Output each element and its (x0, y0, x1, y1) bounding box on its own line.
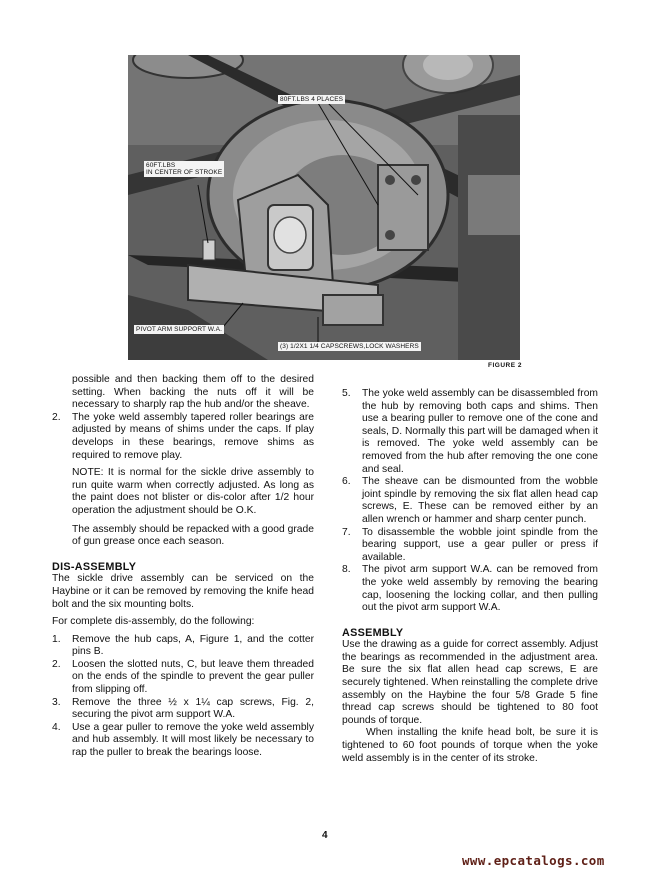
list-item (52, 697, 314, 722)
figure-2-photo (128, 55, 520, 360)
list-text: The yoke weld assembly can be disassembled from the hub by removing both caps and shims. Then use a bearing puller to remove one of the cone and seals, D. Normally this part will be damaged when it is removed. The yoke weld assembly can be removed from the hub after removing the one cone and seal. (362, 388, 598, 475)
list-item (52, 634, 314, 659)
repack-paragraph: The assembly should be repacked with a good grade of gun grease once each season. (72, 523, 314, 548)
callout-torque-80: 80FT.LBS 4 PLACES (280, 96, 344, 103)
figure-label: FIGURE 2 (488, 362, 522, 369)
callout-torque-60: 60FT.LBS IN CENTER OF STROKE (146, 162, 223, 176)
callout-pivot-arm: PIVOT ARM SUPPORT W.A. (136, 326, 222, 333)
assembly-paragraph: Use the drawing as a guide for correct assembly. Adjust the bearings as recommended in the adjustment area. Be sure the six flat allen head cap screws, E are securely tightened. When reinstalling the complete drive assembly on the Haybine the four 5/8 Grade 5 fine thread cap screws should be tightened to 80 foot pounds of torque. (342, 639, 598, 726)
list-text: The pivot arm support W.A. can be removed from the yoke weld assembly by removing the bearing cap, loosening the locking collar, and then pulling out the pivot arm support W.A. (362, 564, 598, 614)
list-number: 4. (52, 721, 61, 733)
list-item (342, 388, 598, 476)
list-text: Remove the hub caps, A, Figure 1, and the cotter pins B. (72, 633, 314, 658)
list-number: 7. (342, 526, 351, 538)
right-column (342, 388, 598, 765)
list-item (342, 564, 598, 614)
disassembly-instructions: For complete dis-assembly, do the following: (52, 616, 255, 628)
list-text: To disassemble the wobble joint spindle from the bearing support, use a gear puller or press if available. (362, 526, 598, 563)
disassembly-intro: The sickle drive assembly can be serviced on the Haybine or it can be removed by removing the knife head bolt and the six mounting bolts. (52, 573, 314, 610)
list-number: 2. (52, 411, 61, 423)
list-text: The yoke weld assembly tapered roller bearings are adjusted by means of shims under the caps. If play develops in these bearings, remove shims as required to remove play. (72, 411, 314, 461)
list-text: Loosen the slotted nuts, C, but leave them threaded on the ends of the spindle to prevent the gear puller from slipping off. (72, 658, 314, 696)
watermark: www.epcatalogs.com (462, 853, 605, 868)
assembly-heading: ASSEMBLY (342, 626, 404, 639)
list-number: 8. (342, 564, 351, 576)
knife-head-paragraph: When installing the knife head bolt, be sure it is tightened to 60 foot pounds of torque when the yoke weld assembly is in the center of its stroke. (342, 727, 598, 764)
list-item (342, 527, 598, 565)
list-number: 2. (52, 658, 61, 670)
note-paragraph: NOTE: It is normal for the sickle drive assembly to run quite warm when correctly adjusted. As long as the paint does not blister or dis-color after 1/2 hour operation the adjustment should be O.K. (72, 467, 314, 516)
callout-capscrews: (3) 1/2X1 1/4 CAPSCREWS,LOCK WASHERS (280, 343, 419, 350)
list-item (52, 722, 314, 760)
list-text: Use a gear puller to remove the yoke weld assembly and hub assembly. It will most likely be necessary to rap the puller to break the bearings loose. (72, 721, 314, 759)
list-item (342, 476, 598, 526)
list-text: The sheave can be dismounted from the wobble joint spindle by removing the six flat allen head cap screws, E. These can be removed either by an allen wrench or hammer and sharp center punch. (362, 476, 598, 525)
continued-paragraph: possible and then backing them off to the desired setting. When backing the nuts off it will be necessary to sharply rap the hub and/or the sheave. (72, 374, 314, 411)
list-number: 5. (342, 388, 351, 399)
left-column (52, 374, 314, 760)
page-number: 4 (322, 830, 328, 841)
list-number: 6. (342, 476, 351, 488)
list-number: 3. (52, 696, 61, 708)
list-item (52, 659, 314, 697)
list-text: Remove the three ½ x 1¼ cap screws, Fig. 2, securing the pivot arm support W.A. (72, 696, 314, 721)
list-item (52, 412, 314, 462)
list-number: 1. (52, 633, 61, 645)
disassembly-heading: DIS-ASSEMBLY (52, 560, 137, 573)
